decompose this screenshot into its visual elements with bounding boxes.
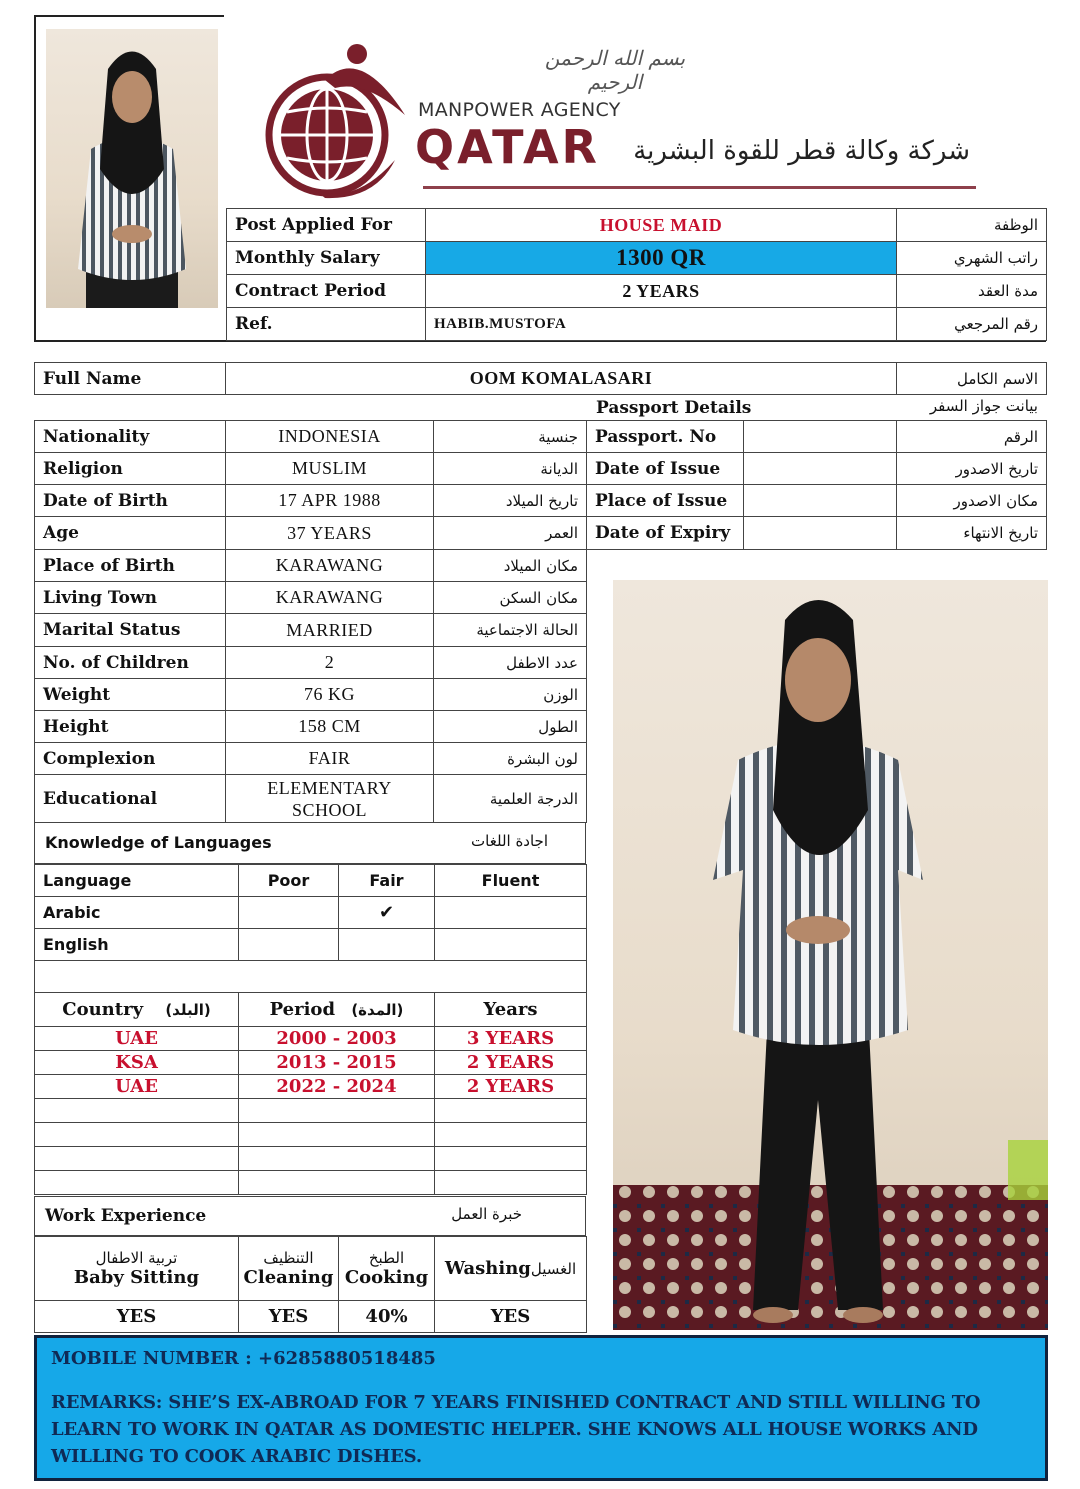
- skill-english: Baby Sitting: [73, 1267, 200, 1288]
- skill-baby-sitting: [35, 1237, 239, 1301]
- skill-cleaning: [239, 1237, 339, 1301]
- fair-header: Fair: [339, 865, 435, 897]
- table-row: [587, 517, 1047, 550]
- exp-period: 2013 - 2015: [239, 1051, 435, 1075]
- ref-label: Ref.: [227, 308, 426, 341]
- skill-value: YES: [435, 1301, 587, 1333]
- passport-details-title-arabic: بيانت جواز السفر: [929, 397, 1038, 415]
- exp-period: 2000 - 2003: [239, 1027, 435, 1051]
- table-row: [587, 485, 1047, 517]
- table-row: [35, 1051, 587, 1075]
- languages-title: Knowledge of Languages: [45, 833, 272, 852]
- table-row: [587, 421, 1047, 453]
- religion-label: Religion: [35, 453, 226, 485]
- religion-value: MUSLIM: [226, 453, 434, 485]
- issue-place-label: Place of Issue: [587, 485, 744, 517]
- table-row: [35, 453, 587, 485]
- table-row: [35, 1147, 587, 1171]
- nationality-label: Nationality: [35, 421, 226, 453]
- years-header: Years: [435, 993, 587, 1027]
- arabic-fair-check: ✔: [339, 897, 435, 929]
- issue-date-value: [744, 453, 897, 485]
- work-experience-title-arabic: خبرة العمل: [451, 1205, 522, 1223]
- table-row: [35, 865, 587, 897]
- religion-arabic: الديانة: [434, 453, 587, 485]
- exp-country: UAE: [35, 1075, 239, 1099]
- place-of-birth-value: KARAWANG: [226, 550, 434, 582]
- table-row: [35, 1301, 587, 1333]
- table-row: [35, 517, 587, 550]
- english-language: English: [35, 929, 239, 961]
- nationality-arabic: جنسية: [434, 421, 587, 453]
- personal-table: [34, 420, 587, 823]
- children-arabic: عدد الاطفل: [434, 647, 587, 679]
- marital-status-value: MARRIED: [226, 614, 434, 647]
- issue-date-arabic: تاريخ الاصدور: [897, 453, 1047, 485]
- complexion-label: Complexion: [35, 743, 226, 775]
- ref-value: HABIB.MUSTOFA: [426, 308, 897, 341]
- age-value: 37 YEARS: [226, 517, 434, 550]
- full-name-value: OOM KOMALASARI: [226, 363, 897, 395]
- spacer-row: [35, 961, 587, 993]
- skills-table: [34, 1236, 587, 1333]
- header-top-gap: [224, 13, 1054, 19]
- skill-washing: [435, 1237, 587, 1301]
- issue-date-label: Date of Issue: [587, 453, 744, 485]
- education-label: Educational: [35, 775, 226, 823]
- table-row: [35, 961, 587, 993]
- passport-no-arabic: الرقم: [897, 421, 1047, 453]
- table-row: [227, 242, 1047, 275]
- passport-table: [586, 420, 1047, 550]
- table-row: [227, 308, 1047, 341]
- skill-english: Cleaning: [243, 1267, 334, 1288]
- ref-arabic: رقم المرجعي: [897, 308, 1047, 341]
- agency-name-arabic: شركة وكالة قطر للقوة البشرية: [633, 136, 970, 166]
- place-of-birth-label: Place of Birth: [35, 550, 226, 582]
- country-header: [35, 993, 239, 1027]
- expiry-date-arabic: تاريخ الانتهاء: [897, 517, 1047, 550]
- skill-arabic: الطبخ: [368, 1249, 405, 1267]
- exp-years: 2 YEARS: [435, 1051, 587, 1075]
- table-row: [35, 421, 587, 453]
- expiry-date-label: Date of Expiry: [587, 517, 744, 550]
- weight-arabic: الوزن: [434, 679, 587, 711]
- skill-arabic: التنظيف: [263, 1249, 314, 1267]
- agency-name-small: MANPOWER AGENCY: [418, 99, 621, 121]
- contract-period-label: Contract Period: [227, 275, 426, 308]
- weight-value: 76 KG: [226, 679, 434, 711]
- passport-no-label: Passport. No: [587, 421, 744, 453]
- header-divider: [423, 186, 976, 189]
- poor-header: Poor: [239, 865, 339, 897]
- monthly-salary-value: 1300 QR: [426, 242, 897, 275]
- agency-name-big: QATAR: [415, 120, 600, 174]
- table-row: [35, 582, 587, 614]
- table-row: [35, 1171, 587, 1195]
- table-row: [35, 929, 587, 961]
- children-label: No. of Children: [35, 647, 226, 679]
- expiry-date-value: [744, 517, 897, 550]
- table-row: [35, 614, 587, 647]
- complexion-value: FAIR: [226, 743, 434, 775]
- dob-arabic: تاريخ الميلاد: [434, 485, 587, 517]
- basmala-calligraphy: بسم الله الرحمن الرحيم: [544, 46, 686, 94]
- work-experience-title: Work Experience: [45, 1206, 207, 1226]
- marital-status-label: Marital Status: [35, 614, 226, 647]
- agency-logo: [255, 40, 415, 200]
- post-applied-arabic: الوظفة: [897, 209, 1047, 242]
- table-row: [35, 775, 587, 823]
- living-town-value: KARAWANG: [226, 582, 434, 614]
- full-name-table: [34, 362, 1047, 395]
- living-town-arabic: مكان السكن: [434, 582, 587, 614]
- monthly-salary-arabic: راتب الشهري: [897, 242, 1047, 275]
- passport-details-title: Passport Details: [596, 398, 752, 418]
- skill-value: 40%: [339, 1301, 435, 1333]
- height-label: Height: [35, 711, 226, 743]
- period-header-label: Period: [269, 999, 336, 1020]
- english-fluent: [435, 929, 587, 961]
- dob-value: 17 APR 1988: [226, 485, 434, 517]
- skill-value: YES: [35, 1301, 239, 1333]
- table-row: [227, 275, 1047, 308]
- table-row: [35, 1027, 587, 1051]
- table-row: [35, 1123, 587, 1147]
- place-of-birth-arabic: مكان الميلاد: [434, 550, 587, 582]
- height-arabic: الطول: [434, 711, 587, 743]
- full-name-label: Full Name: [35, 363, 226, 395]
- skill-english: Cooking: [344, 1267, 429, 1288]
- issue-place-arabic: مكان الاصدور: [897, 485, 1047, 517]
- education-value: ELEMENTARY SCHOOL: [226, 775, 434, 823]
- table-row: [35, 647, 587, 679]
- table-row: [35, 679, 587, 711]
- full-name-arabic: الاسم الكامل: [897, 363, 1047, 395]
- table-row: [35, 485, 587, 517]
- age-label: Age: [35, 517, 226, 550]
- children-value: 2: [226, 647, 434, 679]
- table-row: [35, 993, 587, 1027]
- exp-period: 2022 - 2024: [239, 1075, 435, 1099]
- period-header-arabic: (المدة): [351, 1001, 404, 1019]
- arabic-language: Arabic: [35, 897, 239, 929]
- english-fair: [339, 929, 435, 961]
- skill-value: YES: [239, 1301, 339, 1333]
- living-town-label: Living Town: [35, 582, 226, 614]
- table-row: [35, 711, 587, 743]
- passport-no-value: [744, 421, 897, 453]
- candidate-photo-large: [613, 580, 1048, 1330]
- arabic-poor: [239, 897, 339, 929]
- age-arabic: العمر: [434, 517, 587, 550]
- remarks: REMARKS: SHE’S EX-ABROAD FOR 7 YEARS FINISHED CONTRACT AND STILL WILLING TO LEARN TO WORK IN QATAR AS DOMESTIC HELPER. SHE KNOWS ALL HOUSE WORKS AND WILLING TO COOK ARABIC DISHES.: [51, 1392, 981, 1467]
- skill-english: Washing: [444, 1258, 531, 1279]
- dob-label: Date of Birth: [35, 485, 226, 517]
- arabic-fluent: [435, 897, 587, 929]
- education-arabic: الدرجة العلمية: [434, 775, 587, 823]
- post-applied-label: Post Applied For: [227, 209, 426, 242]
- experience-table: [34, 992, 587, 1195]
- contract-period-arabic: مدة العقد: [897, 275, 1047, 308]
- language-header: Language: [35, 865, 239, 897]
- table-row: [35, 897, 587, 929]
- post-applied-value: HOUSE MAID: [426, 209, 897, 242]
- height-value: 158 CM: [226, 711, 434, 743]
- fluent-header: Fluent: [435, 865, 587, 897]
- exp-country: UAE: [35, 1027, 239, 1051]
- candidate-photo-small: [46, 29, 218, 308]
- marital-status-arabic: الحالة الاجتماعية: [434, 614, 587, 647]
- contract-period-value: 2 YEARS: [426, 275, 897, 308]
- skill-cooking: [339, 1237, 435, 1301]
- exp-country: KSA: [35, 1051, 239, 1075]
- table-row: [227, 209, 1047, 242]
- issue-place-value: [744, 485, 897, 517]
- table-row: [35, 743, 587, 775]
- languages-table: [34, 864, 587, 993]
- table-row: [35, 1099, 587, 1123]
- exp-years: 3 YEARS: [435, 1027, 587, 1051]
- country-header-arabic: (البلد): [165, 1001, 211, 1019]
- job-table: [226, 208, 1047, 341]
- skill-arabic: الغسيل: [530, 1260, 577, 1278]
- english-poor: [239, 929, 339, 961]
- nationality-value: INDONESIA: [226, 421, 434, 453]
- table-row: [35, 550, 587, 582]
- weight-label: Weight: [35, 679, 226, 711]
- complexion-arabic: لون البشرة: [434, 743, 587, 775]
- table-row: [35, 1075, 587, 1099]
- footer-box: [34, 1335, 1048, 1481]
- monthly-salary-label: Monthly Salary: [227, 242, 426, 275]
- table-row: [35, 1237, 587, 1301]
- mobile-number: MOBILE NUMBER : +6285880518485: [51, 1348, 436, 1369]
- languages-title-arabic: اجادة اللغات: [471, 832, 548, 850]
- table-row: [587, 453, 1047, 485]
- exp-years: 2 YEARS: [435, 1075, 587, 1099]
- person-figure-icon: [46, 29, 218, 308]
- period-header: [239, 993, 435, 1027]
- country-header-label: Country: [62, 999, 144, 1020]
- skill-arabic: تربية الاطفال: [95, 1249, 178, 1267]
- table-row: [35, 363, 1047, 395]
